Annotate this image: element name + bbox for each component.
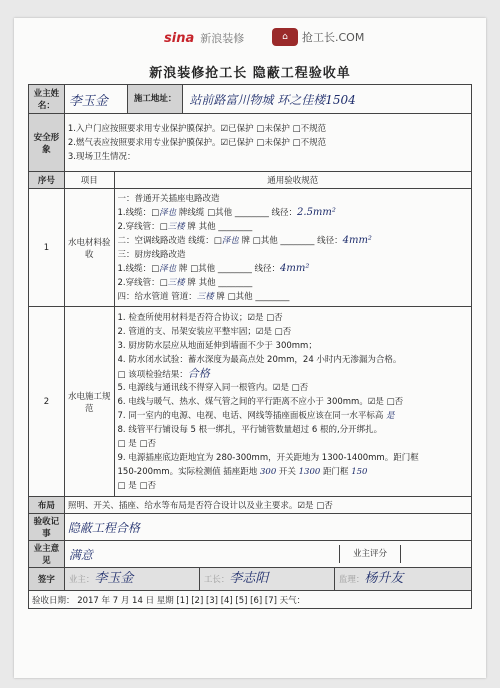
owner-name-label: 业主姓名： bbox=[29, 85, 65, 114]
material-line: 1.线缆：□泽也 牌 □其他 ________ 线径：4mm² bbox=[117, 262, 310, 274]
form-title: 新浪装修抢工长 隐蔽工程验收单 bbox=[149, 66, 351, 81]
column-header-row bbox=[29, 172, 472, 189]
sina-brand-cn: 新浪装修 bbox=[200, 32, 245, 45]
safety-item: 3.现场卫生情况： bbox=[67, 151, 136, 162]
owner-row bbox=[29, 85, 472, 114]
layout-label: 布局 bbox=[29, 497, 65, 514]
spec-line: 5. 电源线与通讯线不得穿入同一根管内。☑是 □否 bbox=[117, 382, 309, 393]
owner-name-value: 李玉金 bbox=[68, 93, 108, 109]
sina-logo bbox=[164, 30, 244, 46]
material-line: 2.穿线管：□三楼 牌 其他 ________ bbox=[117, 221, 253, 232]
safety-item: 2.燃气表应按照要求用专业保护膜保护。☑已保护 □未保护 □不规范 bbox=[67, 137, 327, 148]
layout-text: 照明、开关、插座、给水等布局是否符合设计以及业主要求。☑是 □否 bbox=[64, 497, 471, 514]
sina-brand: sina bbox=[164, 30, 195, 46]
material-line: 四：给水管道 管道：三楼 牌 □其他 ________ bbox=[117, 291, 290, 302]
spec-line: 150-200mm。实际检测值 插座距地 300 开关 1300 距门框 150 bbox=[117, 466, 368, 477]
foreman-signature: 李志阳 bbox=[229, 571, 269, 586]
partner-brand: 抢工长.COM bbox=[302, 31, 365, 44]
partner-seal-icon: ⌂ bbox=[272, 28, 298, 46]
spec-line: 6. 电线与暖气、热水、煤气管之间的平行距离不应小于 300mm。☑是 □否 bbox=[117, 396, 404, 407]
foreman-sign-label: 工长： bbox=[203, 575, 230, 585]
spec-line: 9. 电源插座底边距地宜为 280-300mm，开关距地为 1300-1400mm。距门框 bbox=[117, 452, 419, 463]
spec-line: □ 是 □否 bbox=[117, 480, 156, 491]
owner-signature: 李玉金 bbox=[94, 571, 134, 586]
record-row bbox=[29, 514, 472, 541]
column-spec: 通用验收规范 bbox=[114, 172, 471, 189]
spec-line: 4. 防水闭水试验：蓄水深度为最高点处 20mm，24 小时内无渗漏为合格。 bbox=[117, 354, 402, 365]
section2-item: 水电施工规范 bbox=[64, 307, 114, 497]
section1-item: 水电材料验收 bbox=[64, 189, 114, 307]
material-line: 二：空调线路改造 线缆：□泽也 牌 □其他 ________ 线径：4mm² bbox=[117, 234, 372, 246]
date-row bbox=[29, 591, 472, 609]
supervisor-signature: 杨升友 bbox=[364, 571, 404, 586]
address-value: 站前路富川物城 环之佳楼1504 bbox=[189, 92, 356, 107]
supervisor-sign-label: 监理： bbox=[338, 575, 365, 585]
record-value: 隐蔽工程合格 bbox=[64, 514, 471, 541]
owner-sign-label: 业主： bbox=[68, 575, 95, 585]
material-line: 三：厨房线路改造 bbox=[117, 249, 186, 260]
material-line: 2.穿线管：□三楼 牌 其他 ________ bbox=[117, 277, 253, 288]
score-label: 业主评分 bbox=[339, 545, 401, 563]
address-label: 施工地址： bbox=[127, 85, 184, 113]
opinion-value: 满意 bbox=[68, 547, 93, 562]
material-section-row bbox=[29, 189, 472, 307]
spec-line: 2. 管道的支、吊架安装应平整牢固；☑是 □否 bbox=[117, 326, 292, 337]
signature-row bbox=[29, 568, 472, 591]
acceptance-table bbox=[28, 84, 472, 609]
signature-label: 签字 bbox=[29, 568, 65, 591]
safety-item: 1.入户门应按照要求用专业保护膜保护。☑已保护 □未保护 □不规范 bbox=[67, 123, 327, 134]
column-item: 项目 bbox=[64, 172, 114, 189]
layout-row bbox=[29, 497, 472, 514]
material-line: 1.线缆：□泽也 牌线缆 □其他 ________ 线径：2.5mm² bbox=[117, 206, 336, 218]
section1-seq: 1 bbox=[29, 189, 65, 307]
material-line: 一：普通开关插座电路改造 bbox=[117, 193, 220, 204]
spec-line: 8. 线管平行铺设每 5 根一绑扎，平行铺管数量超过 6 根的,分开绑扎。 bbox=[117, 424, 383, 435]
column-seq: 序号 bbox=[29, 172, 65, 189]
section2-seq: 2 bbox=[29, 307, 65, 497]
acceptance-form-paper bbox=[14, 18, 486, 678]
opinion-row bbox=[29, 541, 472, 568]
spec-line: 1. 检查所使用材料是否符合协议；☑是 □否 bbox=[117, 312, 283, 323]
spec-line: □ 是 □否 bbox=[117, 438, 156, 449]
safety-label: 安全形象 bbox=[29, 114, 65, 172]
opinion-label: 业主意见 bbox=[29, 541, 65, 568]
acceptance-date: 验收日期： 2017 年 7 月 14 日 星期 [1] [2] [3] [4] [5] [6] [7] 天气： bbox=[29, 591, 472, 609]
spec-line: 7. 同一室内的电源、电视、电话、网线等插座面板应该在同一水平标高 是 bbox=[117, 410, 395, 421]
spec-line: □ 该项检验结果：合格 bbox=[117, 366, 210, 380]
partner-logo bbox=[272, 28, 364, 46]
construction-section-row bbox=[29, 307, 472, 497]
record-label: 验收记事 bbox=[29, 514, 65, 541]
spec-line: 3. 厨房防水层应从地面延伸到墙面不少于 300mm； bbox=[117, 340, 317, 351]
safety-row bbox=[29, 114, 472, 172]
